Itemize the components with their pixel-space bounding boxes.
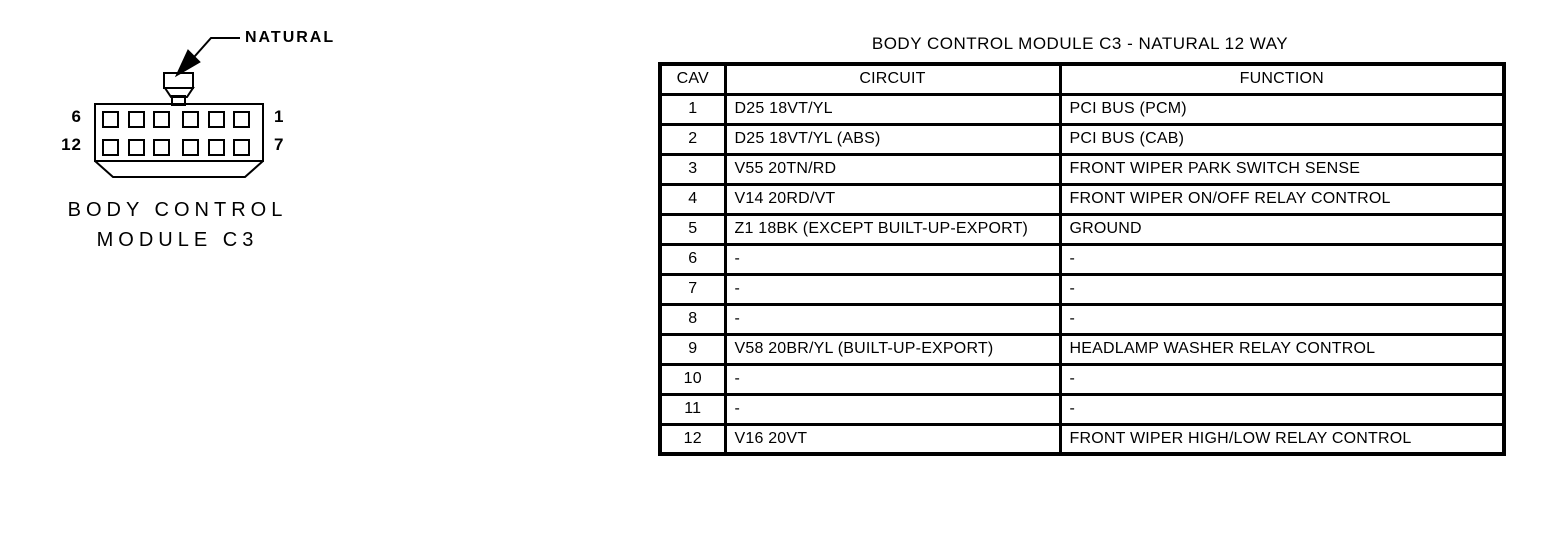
- function-cell: GROUND: [1060, 214, 1504, 244]
- table-row: [660, 394, 1504, 424]
- pin-row-top: [103, 112, 249, 127]
- pin-cavity: [129, 140, 144, 155]
- cav-cell: 10: [660, 364, 725, 394]
- circuit-cell: V16 20VT: [725, 424, 1060, 454]
- function-cell: FRONT WIPER ON/OFF RELAY CONTROL: [1060, 184, 1504, 214]
- table-row: [660, 94, 1504, 124]
- pin-number-bottom-left: 12: [61, 135, 82, 154]
- pin-cavity: [103, 112, 118, 127]
- pin-cavity: [209, 112, 224, 127]
- function-cell: -: [1060, 244, 1504, 274]
- column-header-cav: CAV: [660, 64, 725, 94]
- function-cell: -: [1060, 364, 1504, 394]
- pin-cavity: [209, 140, 224, 155]
- function-cell: FRONT WIPER PARK SWITCH SENSE: [1060, 154, 1504, 184]
- table-row: [660, 334, 1504, 364]
- cav-cell: 12: [660, 424, 725, 454]
- table-row: [660, 244, 1504, 274]
- cav-cell: 11: [660, 394, 725, 424]
- cav-cell: 1: [660, 94, 725, 124]
- cav-cell: 3: [660, 154, 725, 184]
- pin-number-top-right: 1: [274, 107, 285, 126]
- connector-caption-line1: BODY CONTROL: [67, 199, 288, 221]
- pin-cavity: [183, 112, 198, 127]
- table-row: [660, 364, 1504, 394]
- cav-cell: 9: [660, 334, 725, 364]
- circuit-cell: V14 20RD/VT: [725, 184, 1060, 214]
- pin-row-bottom: [103, 140, 249, 155]
- pin-cavity: [183, 140, 198, 155]
- function-cell: -: [1060, 274, 1504, 304]
- function-cell: -: [1060, 394, 1504, 424]
- table-row: [660, 184, 1504, 214]
- table-row: [660, 424, 1504, 454]
- cav-cell: 4: [660, 184, 725, 214]
- function-cell: -: [1060, 304, 1504, 334]
- cav-cell: 6: [660, 244, 725, 274]
- pin-number-top-left: 6: [71, 107, 82, 126]
- pin-cavity: [129, 112, 144, 127]
- pin-cavity: [234, 112, 249, 127]
- cav-cell: 2: [660, 124, 725, 154]
- circuit-cell: -: [725, 304, 1060, 334]
- circuit-cell: D25 18VT/YL: [725, 94, 1060, 124]
- circuit-cell: -: [725, 244, 1060, 274]
- connector-color-label: NATURAL: [245, 29, 336, 46]
- connector-skirt: [95, 161, 263, 177]
- table-row: [660, 304, 1504, 334]
- table-row: [660, 124, 1504, 154]
- connector-diagram: [0, 0, 420, 300]
- pin-cavity: [234, 140, 249, 155]
- latch-tab: [164, 73, 193, 88]
- function-cell: FRONT WIPER HIGH/LOW RELAY CONTROL: [1060, 424, 1504, 454]
- circuit-cell: -: [725, 364, 1060, 394]
- cav-cell: 5: [660, 214, 725, 244]
- cav-cell: 8: [660, 304, 725, 334]
- pin-cavity: [103, 140, 118, 155]
- column-header-circuit: CIRCUIT: [725, 64, 1060, 94]
- table-header-row: [660, 64, 1504, 94]
- circuit-cell: -: [725, 394, 1060, 424]
- table-row: [660, 154, 1504, 184]
- cav-cell: 7: [660, 274, 725, 304]
- function-cell: HEADLAMP WASHER RELAY CONTROL: [1060, 334, 1504, 364]
- circuit-cell: D25 18VT/YL (ABS): [725, 124, 1060, 154]
- table-row: [660, 214, 1504, 244]
- circuit-cell: -: [725, 274, 1060, 304]
- table-title: BODY CONTROL MODULE C3 - NATURAL 12 WAY: [871, 34, 1289, 53]
- pin-cavity: [154, 112, 169, 127]
- pin-cavity: [154, 140, 169, 155]
- connector-caption-line2: MODULE C3: [96, 229, 259, 251]
- circuit-cell: V58 20BR/YL (BUILT-UP-EXPORT): [725, 334, 1060, 364]
- function-cell: PCI BUS (PCM): [1060, 94, 1504, 124]
- pin-number-bottom-right: 7: [274, 135, 285, 154]
- function-cell: PCI BUS (CAB): [1060, 124, 1504, 154]
- column-header-function: FUNCTION: [1060, 64, 1504, 94]
- table-row: [660, 274, 1504, 304]
- circuit-cell: Z1 18BK (EXCEPT BUILT-UP-EXPORT): [725, 214, 1060, 244]
- pinout-table: [658, 62, 1506, 456]
- circuit-cell: V55 20TN/RD: [725, 154, 1060, 184]
